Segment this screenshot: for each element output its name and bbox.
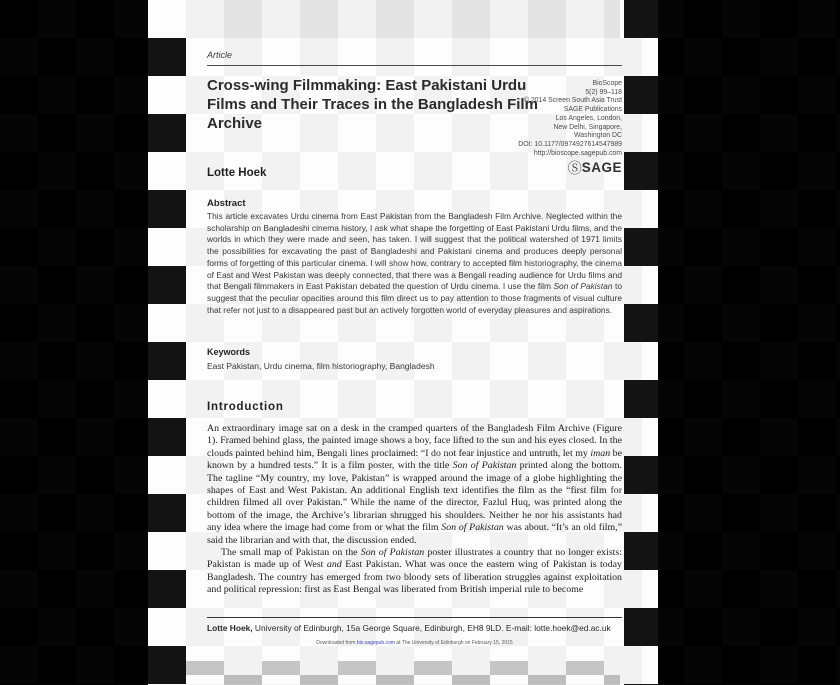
introduction-paragraph-2 [207,547,622,597]
abstract-text [207,211,622,316]
journal-info-line: Washington DC [574,132,622,140]
text-run: East Pakistan. What was once the eastern wing of Pakistan is today Bangladesh. The country has emerged from two bloody sets of liberation struggles against exploitation and political repression: first as East Bengal was liberated from British imperial rule to become [207,559,622,596]
text-run: Downloaded from [316,640,357,646]
text-run: Son of Pakistan [441,522,504,534]
journal-info-line: 5(2) 99–118 [585,88,622,96]
text-run: An extraordinary image sat on a desk in the cramped quarters of the Bangladesh Film Archive (Figure 1). Framed behind glass, the painted image shows a boy, face lifted to the sun and his eyes closed. In the clouds painted behind him, Bengali lines proclaimed: “I do not fear injustice and untruth, let my [207,423,622,459]
sage-logo [207,158,622,178]
download-provenance-note [207,640,622,646]
journal-info-line: Los Angeles, London, [555,114,622,122]
header-divider [207,65,622,66]
journal-info-line: DOI: 10.1177/0974927614547989 [518,140,622,148]
author-name: Lotte Hoek [207,167,267,179]
sage-logo-wordmark: SAGE [581,160,622,175]
footer-divider [207,617,622,618]
text-run: This article excavates Urdu cinema from East Pakistan from the Bangladesh Film Archive. Neglected within the scholarship on Bangladeshi cinema history, I ask what shape the forgetting of East Pakistani Urdu films, and the worlds in which they were made and seen, has taken. I will suggest that the political watershed of 1971 limits the possibilities for excavating the past of Bangladeshi and Pakistani cinema and produces deeply personal forms of forgetting of this particular cinema. I will show how, contrary to accepted film historiography, the cinema of East and West Pakistan was deeply connected, that there was a Bengali reading audience for Urdu films and that Bengali filmmakers in East Pakistan debated the question of Urdu cinema. I use the film [207,211,622,292]
text-run: Son of Pakistan [452,460,517,472]
introduction-heading: Introduction [207,401,284,413]
text-run: be known by a hundred tests.” It is a film poster, with the title [207,447,622,472]
article-type-label: Article [207,50,233,60]
journal-info-block [207,80,622,158]
text-run: and [326,559,342,571]
journal-info-line: © 2014 Screen South Asia Trust [523,97,622,105]
page-title: Cross-wing Filmmaking: East Pakistani Urdu Films and Their Traces in the Bangladesh Film Archive [207,77,538,132]
text-run: poster illustrates a country that no longer exists: Pakistan is made up of West [207,547,622,571]
sage-circle-s-icon: Ⓢ [567,160,582,176]
text-run: printed along the bottom. The tagline “My country, my love, Pakistan” is wrapped around the image of a globe highlighting the shapes of East and West Pakistan. An additional English text identifies the film as the “first film for children filmed all over Pakistan.” While the name of the director, Fazlul Huq, was printed along the bottom of the image, the Archive’s librarian shrugged his shoulders. Neither he nor his assistants had any idea where the image had come from or what the film [207,460,622,534]
text-run: at The University of Edinburgh on February 15, 2015 [394,640,513,646]
keywords-list: East Pakistan, Urdu cinema, film historiography, Bangladesh [207,361,435,371]
corresponding-author-name: Lotte Hoek, [207,623,253,633]
article-page [148,0,658,685]
text-run: University of Edinburgh, 15a George Square, Edinburgh, EH8 9LD. E-mail: lotte.hoek@ed.ac.uk [252,623,611,633]
corresponding-author-note [207,623,622,633]
journal-info-line: BioScope [592,80,622,87]
text-run: Son of Pakistan [360,547,425,559]
introduction-body [207,423,622,597]
text-run: was about. “It’s an old film,” said the librarian and with that, the discussion ended. [207,522,622,546]
text-run: iman [590,447,611,459]
journal-info-line: New Delhi, Singapore, [553,123,622,131]
download-source-link[interactable]: bio.sagepub.com [356,640,395,646]
journal-info-line: http://bioscope.sagepub.com [533,149,622,157]
text-run: to suggest that the peculiar opacities around this film direct us to pay attention to those fragments of visual culture that refer not just to a disappeared past but an actively forgotten world of everyday pleasures and aspirations. [207,281,622,315]
page-content [148,0,658,685]
journal-info-line: SAGE Publications [563,106,622,114]
text-run: The small map of Pakistan on the [221,547,361,559]
abstract-heading: Abstract [207,198,246,209]
introduction-paragraph-1 [207,423,622,547]
text-run: Son of Pakistan [553,281,613,292]
keywords-heading: Keywords [207,347,251,357]
